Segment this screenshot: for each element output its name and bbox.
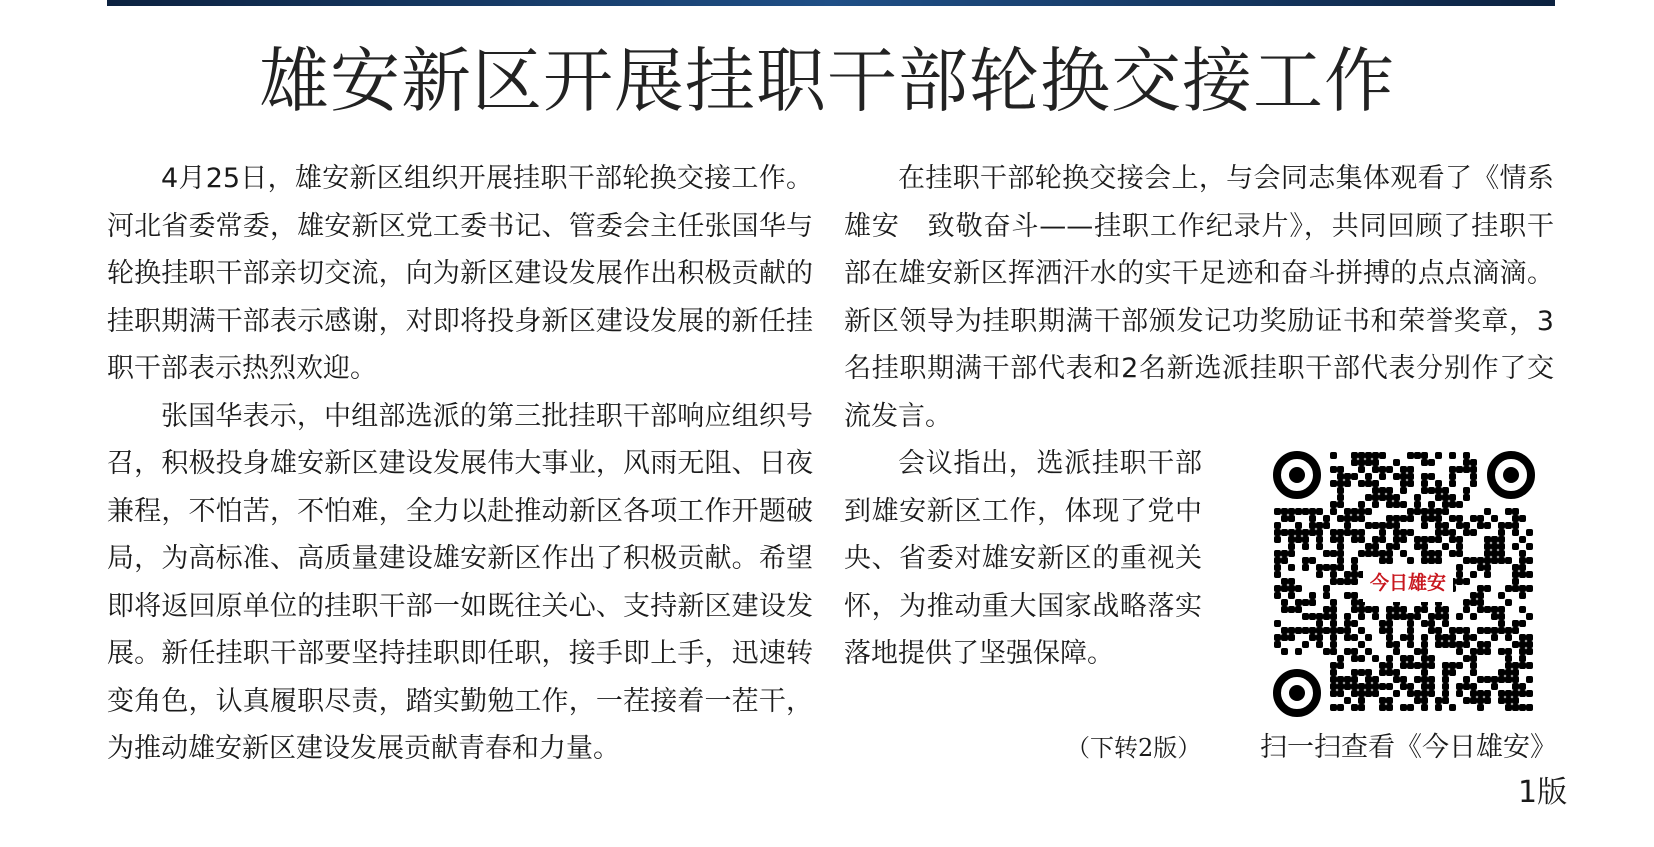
paragraph-1: 4月25日，雄安新区组织开展挂职干部轮换交接工作。河北省委常委，雄安新区党工委书记、管委会主任张国华与轮换挂职干部亲切交流，向为新区建设发展作出积极贡献的挂职期满干部表示感谢，对即将投身新区建设发展的新任挂职干部表示热烈欢迎。 bbox=[107, 163, 813, 384]
article-left-column bbox=[107, 155, 813, 773]
article-right-lower-column bbox=[844, 440, 1202, 678]
continue-note: （下转2版） bbox=[1066, 734, 1202, 762]
qr-logo: 今日雄安 bbox=[1363, 564, 1453, 602]
paragraph-2: 张国华表示，中组部选派的第三批挂职干部响应组织号召，积极投身雄安新区建设发展伟大事业，风雨无阻、日夜兼程，不怕苦，不怕难，全力以赴推动新区各项工作开题破局，为高标准、高质量建设雄安新区作出了积极贡献。希望即将返回原单位的挂职干部一如既往关心、支持新区建设发展。新任挂职干部要坚持挂职即任职，接手即上手，迅速转变角色，认真履职尽责，踏实勤勉工作，一茬接着一茬干，为推动雄安新区建设发展贡献青春和力量。 bbox=[107, 400, 813, 764]
paragraph-3: 在挂职干部轮换交接会上，与会同志集体观看了《情系雄安 致敬奋斗——挂职工作纪录片》，共同回顾了挂职干部在雄安新区挥洒汗水的实干足迹和奋斗拼搏的点点滴滴。新区领导为挂职期满干部颁发记功奖励证书和荣誉奖章，3名挂职期满干部代表和2名新选派挂职干部代表分别作了交流发言。 bbox=[844, 163, 1554, 432]
page-number: 1版 bbox=[1518, 775, 1568, 810]
headline: 雄安新区开展挂职干部轮换交接工作 bbox=[259, 40, 1395, 122]
paragraph-4: 会议指出，选派挂职干部到雄安新区工作，体现了党中央、省委对雄安新区的重视关怀，为推动重大国家战略落实落地提供了坚强保障。 bbox=[844, 448, 1202, 669]
article-right-column bbox=[844, 155, 1554, 440]
qr-code[interactable] bbox=[1271, 449, 1537, 719]
top-rule bbox=[107, 0, 1555, 6]
qr-caption: 扫一扫查看《今日雄安》 bbox=[1260, 732, 1557, 763]
